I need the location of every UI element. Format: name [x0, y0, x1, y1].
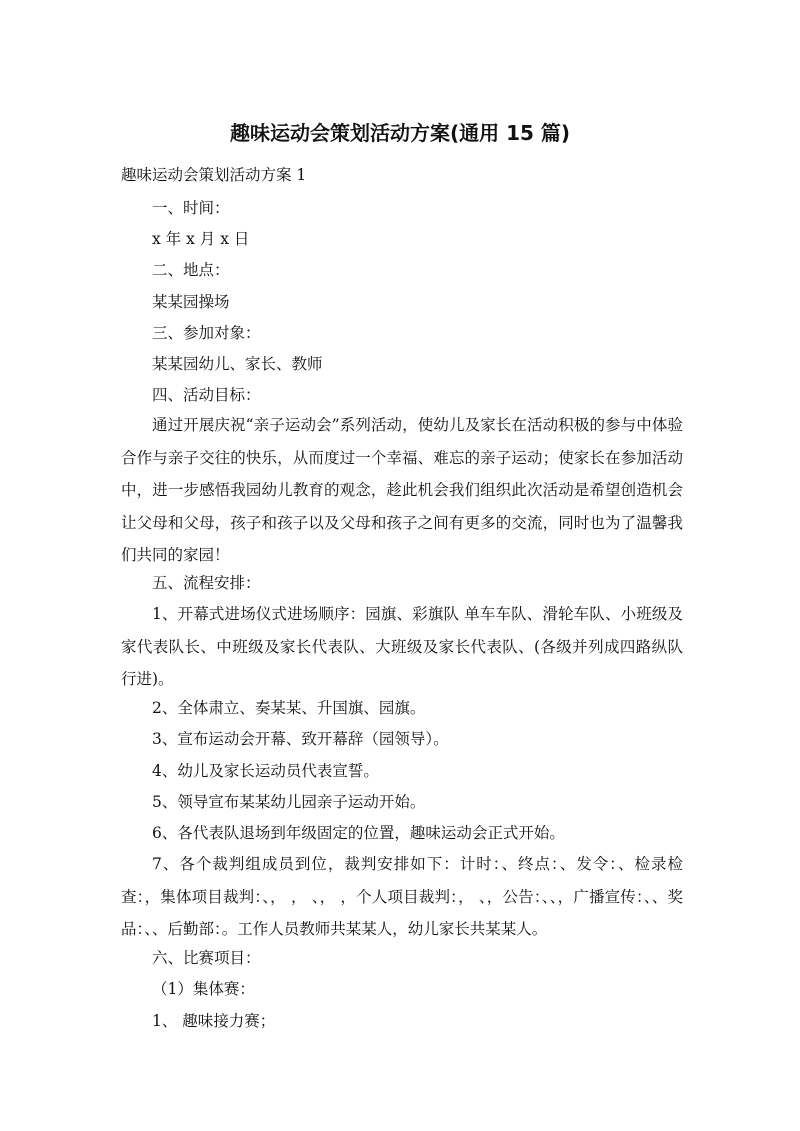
process-item-2: 2、全体肃立、奏某某、升国旗、园旗。 — [152, 699, 426, 717]
process-item-7: 7、各个裁判组成员到位，裁判安排如下：计时：、终点：、发令：、检录检查：，集体项目裁判：、， ， 、， ，个人项目裁判：， 、，公告：、、，广播宣传：、、奖品：、、后勤部：。工作人员教师共某某人，幼儿家长共某某人。 — [121, 855, 683, 938]
place-heading: 二、地点： — [152, 261, 230, 279]
process-item-5: 5、领导宣布某某幼儿园亲子运动开始。 — [152, 793, 426, 811]
time-value: x 年 x 月 x 日 — [152, 230, 250, 248]
events-heading: 六、比赛项目： — [152, 949, 261, 967]
process-item-1: 1、开幕式进场仪式进场顺序：园旗、彩旗队 单车车队、滑轮车队、小班级及家代表队长、中班级及家长代表队、大班级及家长代表队、(各级并列成四路纵队行进)。 — [121, 605, 683, 688]
events-item-1: 1、 趣味接力赛； — [152, 1012, 276, 1030]
process-item-3: 3、宣布运动会开幕、致开幕辞（园领导）。 — [152, 730, 449, 748]
document-subtitle: 趣味运动会策划活动方案 1 — [121, 166, 307, 184]
goal-heading: 四、活动目标： — [152, 386, 261, 404]
process-item-4: 4、幼儿及家长运动员代表宣誓。 — [152, 762, 379, 780]
events-group-heading: （1）集体赛： — [152, 980, 255, 998]
goal-paragraph: 通过开展庆祝“亲子运动会”系列活动，使幼儿及家长在活动积极的参与中体验合作与亲子交往的快乐，从而度过一个幸福、难忘的亲子运动；使家长在参加活动中，进一步感悟我园幼儿教育的观念，趁此机会我们组织此次活动是希望创造机会让父母和父母，孩子和孩子以及父母和孩子之间有更多的交流，同时也为了温馨我们共同的家园！ — [121, 416, 683, 564]
time-heading: 一、时间： — [152, 199, 230, 217]
process-heading: 五、流程安排： — [152, 574, 261, 592]
participants-heading: 三、参加对象： — [152, 324, 261, 342]
participants-value: 某某园幼儿、家长、教师 — [152, 355, 323, 373]
place-value: 某某园操场 — [152, 293, 230, 311]
document-title: 趣味运动会策划活动方案(通用 15 篇) — [229, 121, 571, 145]
process-item-6: 6、各代表队退场到年级固定的位置，趣味运动会正式开始。 — [152, 824, 565, 842]
